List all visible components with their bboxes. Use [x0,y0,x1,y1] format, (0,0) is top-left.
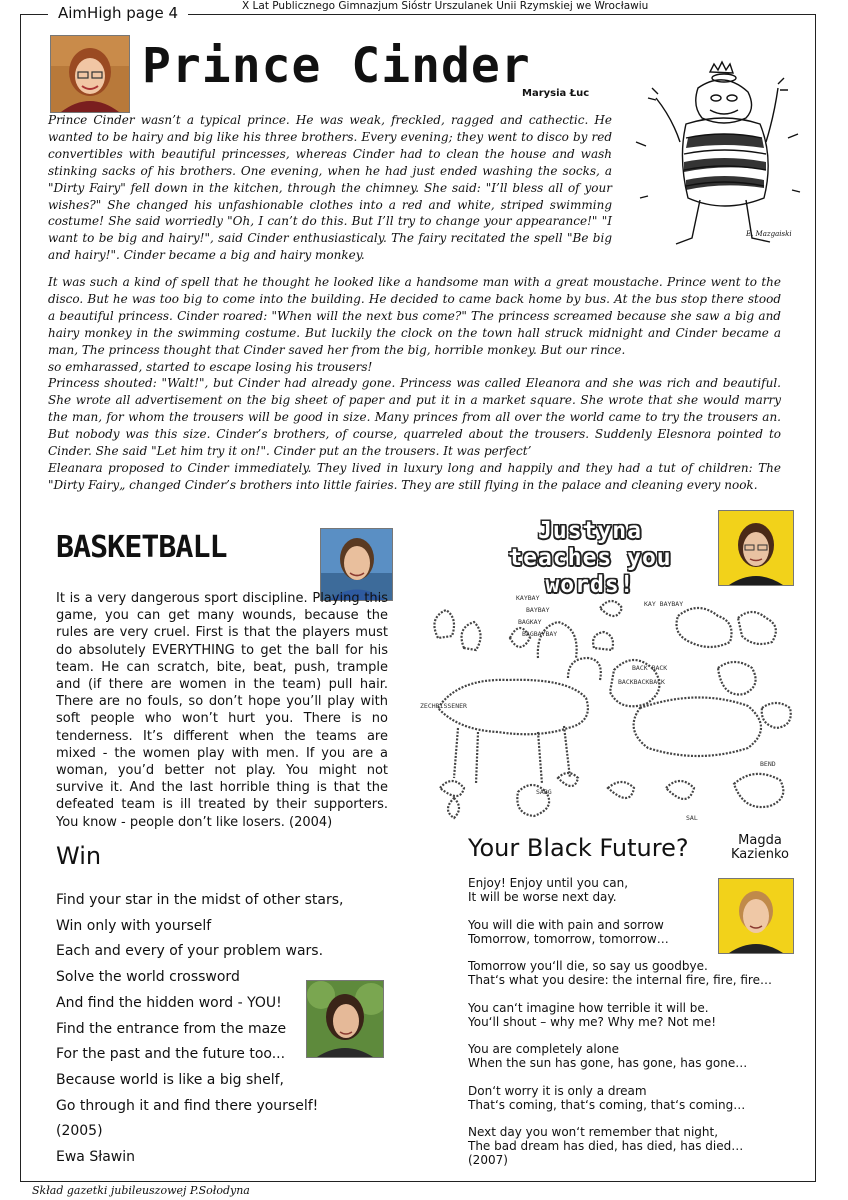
prince-cinder-paragraph-2: It was such a kind of spell that he thought he looked like a handsome man with a great moustache. Prince went to the disco. But he was too big to come into the building. He decided to came back home by bus. At the bus stop there stood a beautiful princess. Cinder roared: "When will the next bus come?" The princess screamed because she saw a big and hairy monkey in the swimming costume. But luckily the clock on the town hall struck midnight and Cinder became a man, The princess thought that Cinder saved her from the big, horrible monkey. But our rince. [48,275,781,357]
future-line: When the sun has gone, has gone, has gone… [468,1056,748,1070]
future-line: Tomorrow, tomorrow, tomorrow… [468,931,669,946]
prince-cinder-paragraph-4: Princess shouted: "Walt!", but Cinder had already gone. Princess was called Eleanora and she was rich and beautiful. She wrote all advertisement on the big sheet of paper and put it in a market square. She wrote that she would marry the man, for whom the trousers will be good in size. Many princes from all over the world came to try the trousers an. But nobody was this size. Cinder’s brothers, of course, quarreled about the trousers. Suddenly Elesnora pointed to Cinder. She said "Let him try it on!". Cinder put an the trousers. It was perfect’ [48,376,781,459]
author-photo-justyna [718,510,794,586]
future-line: You are completely alone [468,1042,620,1056]
win-line-3: Each and every of your problem wars. [56,943,324,960]
win-line-1: Find your star in the midst of other stars, [56,892,344,908]
future-line: That‘s coming, that‘s coming, that‘s coming… [468,1097,746,1112]
drawing-signature: E. Mazgaiski [746,230,792,238]
word-art-drawing [418,588,804,832]
future-title: Your Black Future? [468,834,689,862]
prince-cinder-paragraph-3: so emharassed, started to escape losing his trousers! [48,359,373,374]
page-label: AimHigh page 4 [48,4,188,22]
win-line-7: For the past and the future too... [56,1046,286,1063]
prince-cinder-author: Marysia Łuc [522,88,590,99]
word-art-label-10: BEND [760,760,776,768]
future-stanza-6 [468,1084,772,1112]
future-line: Enjoy! Enjoy until you can, [468,876,629,890]
word-art-label-7: BACKBACKBACK [618,678,665,686]
basketball-title: BASKETBALL [56,530,227,565]
win-year: (2005) [56,1123,103,1140]
prince-monkey-drawing [628,58,804,258]
justyna-title-line-1: Justyna [538,518,642,544]
future-line: Next day you won‘t remember that night, [468,1125,719,1139]
prince-cinder-title: Prince Cinder [142,38,531,94]
future-stanza-5 [468,1042,772,1070]
word-art-label-8: ZECHRISSENER [420,702,467,710]
future-author-last: Kazienko [731,847,789,862]
win-title: Win [56,842,102,870]
win-line-9: Go through it and find there yourself! [56,1097,319,1114]
future-year: (2007) [468,1153,508,1167]
win-line-8: Because world is like a big shelf, [56,1071,284,1088]
future-poem [468,876,772,1181]
future-line: Don‘t worry it is only a dream [468,1083,647,1098]
future-author-first: Magda [738,833,782,848]
future-line: Tomorrow you‘ll die, so say us goodbye. [468,959,708,973]
word-art-label-5: KAY BAYBAY [644,600,684,608]
footer-credit: Skład gazetki jubileuszowej P.Sołodyna [32,1184,250,1197]
future-line: That‘s what you desire: the internal fire, fire, fire… [468,973,772,987]
future-line: It will be worse next day. [468,890,617,904]
win-line-6: Find the entrance from the maze [56,1020,287,1037]
future-line: You can‘t imagine how terrible it will be. [468,1000,709,1015]
win-author: Ewa Sławin [56,1149,135,1166]
future-line: You will die with pain and sorrow [468,917,664,932]
justyna-title-line-2: teaches you [508,545,672,571]
future-stanza-2 [468,918,772,946]
justyna-title [480,518,700,599]
future-line: You‘ll shout – why me? Why me? Not me! [468,1014,717,1029]
future-stanza-3 [468,959,772,987]
prince-cinder-paragraph-5: Eleanara proposed to Cinder immediately. They lived in luxury long and happily and they had a tut of children: The "Dirty Fairy„ changed Cinder’s brothers into little fairies. They are still flying in the palace and cleaning every nook. [48,460,781,492]
word-art-label-1: KAYBAY [516,594,540,602]
word-art-label-3: BAGKAY [518,618,542,626]
basketball-text: It is a very dangerous sport discipline. Playing this game, you can get many wounds, because the rules are very cruel. First is that the players must do absolutely EVERYTHING to get the ball for his team. He can scratch, bite, beat, push, trample and (if there are women in the team) pull hair. There are no fouls, so don’t hope you’ll play with soft people who won’t hurt you. There is no tenderness. It’s different when the teams are mixed - the women play with men. If you are a woman, you’d better not play. You might not survive it. And the last horrible thing is that the defeated team is ill treated by their supporters. You know - people don’t like losers. (2004) [56,591,388,830]
future-line: The bad dream has died, has died, has died… [468,1139,744,1153]
future-stanza-7 [468,1125,772,1167]
win-line-5: And find the hidden word - YOU! [56,994,282,1011]
prince-cinder-story-rest [48,274,781,494]
word-art-label-6: BACK BACK [632,664,668,672]
word-art-label-9: SABG [536,788,552,796]
word-art-label-2: BAYBAY [526,606,550,614]
word-art-label-11: SAL [686,814,698,822]
win-line-2: Win only with yourself [56,917,212,934]
future-author [724,834,796,862]
school-header: X Lat Publicznego Gimnazjum Sióstr Urszulanek Unii Rzymskiej we Wrocławiu [236,0,654,12]
word-art-label-4: BAGBAYBAY [522,630,558,638]
future-stanza-1 [468,876,772,904]
author-photo-marysia [50,35,130,113]
future-stanza-4 [468,1001,772,1029]
prince-cinder-paragraph-1: Prince Cinder wasn’t a typical prince. He was weak, freckled, ragged and cathectic. He wanted to be hairy and big like his three brothers. Every evening; they went to disco by red convertibles with beautiful princesses, whereas Cinder had to clean the house and wash stinking sacks of his brothers. One evening, when he had just ended washing the socks, a "Dirty Fairy" fell down in the kitchen, through the chimney. She said: "I’ll bless all of your wishes?" She changed his unfashionable clothes into a red and white, striped swimming costume! She said worriedly "Oh, I can’t do this. But I’ll try to change your appearance!" "I want to be big and hairy!", said Cinder enthusiasticaly. The fairy recitated the spell "Be big and hairy!". Cinder became a big and hairy monkey. [48,113,612,263]
win-line-4: Solve the world crossword [56,969,240,986]
win-poem [56,888,343,1171]
justyna-title-line-3: words! [545,572,635,598]
